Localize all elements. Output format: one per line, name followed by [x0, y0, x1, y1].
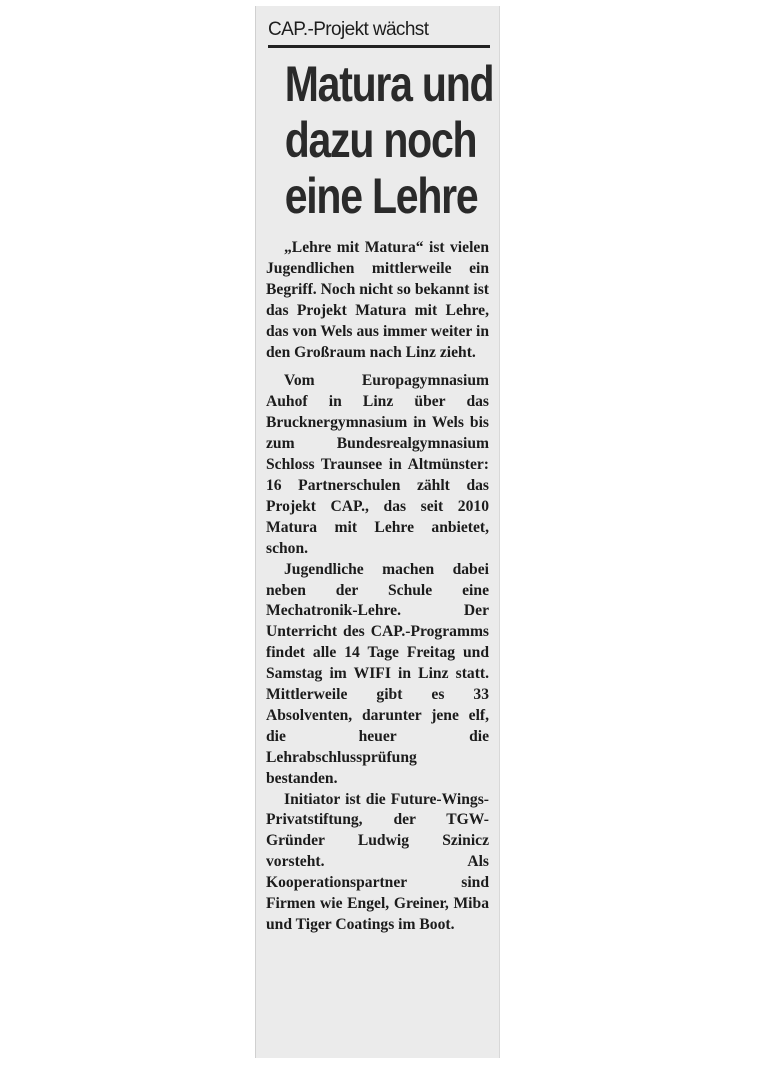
article-headline [284, 56, 494, 224]
headline-line-3: eine Lehre [284, 168, 478, 224]
article-kicker: CAP.-Projekt wächst [268, 17, 490, 48]
article-paragraph-4: Initiator ist die Future-Wings-Privatstiftung, der TGW-Gründer Ludwig Szinicz vorsteht. Als Kooperationspartner sind Firmen wie Engel, Greiner, Miba und Tiger Coatings im Boot. [266, 790, 489, 933]
article-paragraph-3: Jugendliche machen dabei neben der Schule eine Mechatronik-Lehre. Der Unterricht des CAP.-Programms findet alle 14 Tage Freitag und Samstag im WIFI in Linz statt. Mittlerweile gibt es 33 Absolventen, darunter jene elf, die heuer die Lehrabschlussprüfung bestanden. [266, 560, 489, 787]
newspaper-clipping [255, 6, 500, 1058]
article-paragraph-2: Vom Europagymnasium Auhof in Linz über das Brucknergymnasium in Wels bis zum Bundesrealgymnasium Schloss Traunsee in Altmünster: 16 Partnerschulen zählt das Projekt CAP., das seit 2010 Matura mit Lehre anbietet, schon. [266, 372, 489, 557]
article-paragraph-1: „Lehre mit Matura“ ist vielen Jugendlichen mittlerweile ein Begriff. Noch nicht so bekannt ist das Projekt Matura mit Lehre, das von Wels aus immer weiter in den Großraum nach Linz zieht. [266, 239, 489, 361]
headline-line-1: Matura und [284, 56, 494, 112]
article-body [266, 238, 489, 936]
headline-line-2: dazu noch [284, 112, 477, 168]
